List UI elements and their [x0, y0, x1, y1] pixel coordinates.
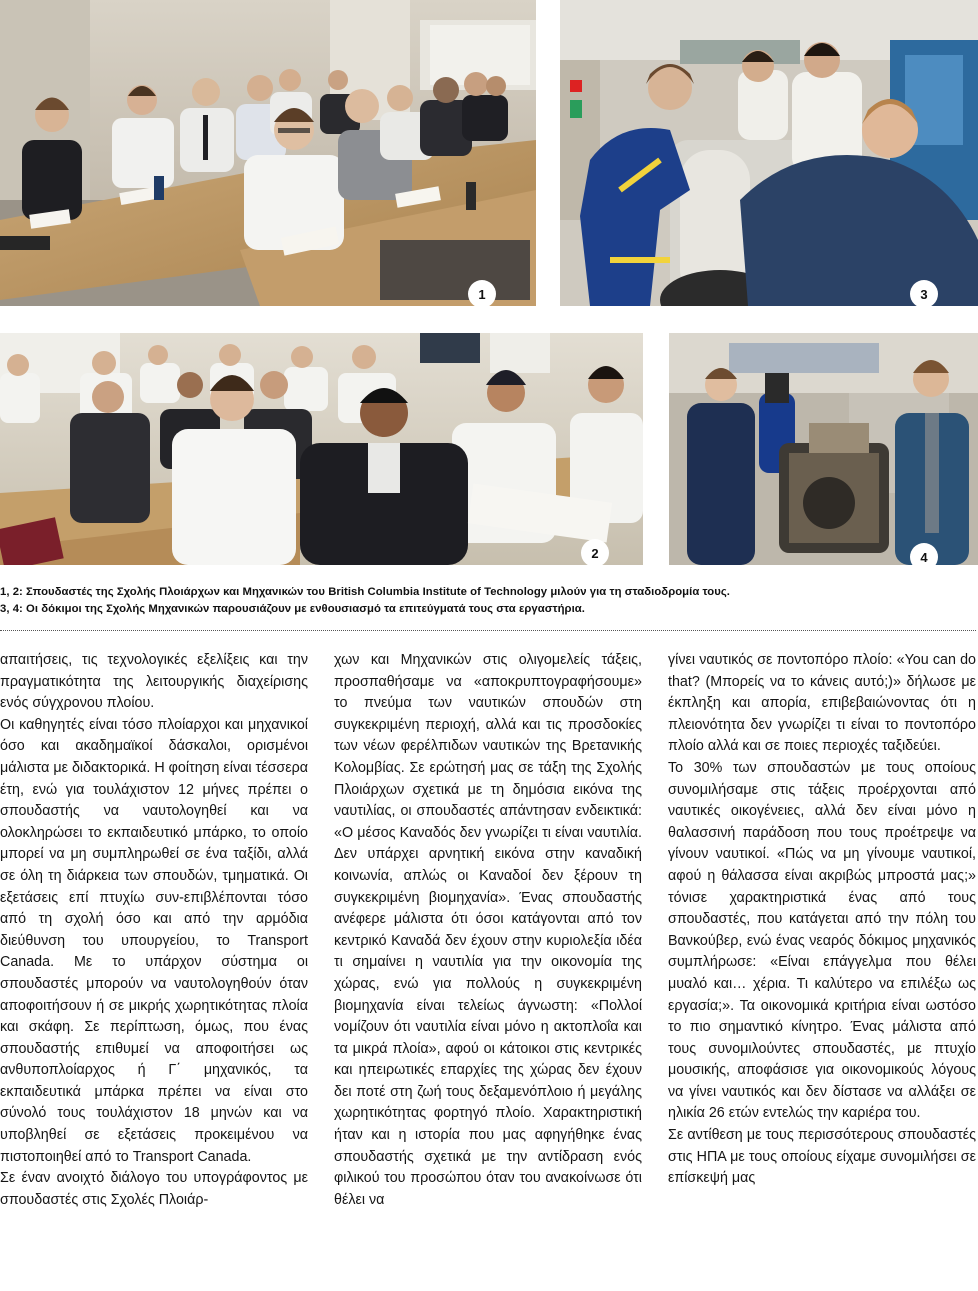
paragraph: χων και Μηχανικών στις ολιγομελείς τάξεις, προσπαθήσαμε να «αποκρυπτογραφήσουμε» το πνεύμα των ναυτικών σπουδών στη συγκεκριμένη περιοχή, αλλά και τις προσδοκίες των νέων φερέλπιδων ναυτικών της Βρετανικής Κολομβίας. Σε ερώτησή μας σε τάξη της Σχολής Πλοιάρχων σχετικά με τη δημόσια εικόνα της ναυτιλίας, οι σπουδαστές απάντησαν ενδεικτικά: «Ο μέσος Καναδός δεν γνωρίζει τι είναι ναυτιλία. Δεν υπάρχει αρνητική εικόνα στην καναδική κοινωνία, απλώς οι Καναδοί δεν ξέρουν τη συγκεκριμένη βιομηχανία». Ένας σπουδαστής ανέφερε μάλιστα ότι όσοι κατάγονται από τον κεντρικό Καναδά δεν έχουν στην κυριολεξία ιδέα τι σημαίνει η ναυτιλία για την οικονομία της χώρας, ενώ για πολλούς η συγκεκριμένη βιομηχανία είναι τελείως άγνωστη: «Πολλοί νομίζουν ότι ναυτιλία είναι μόνο η ακτοπλοΐα και τα μικρά πλοία», αφού οι κάτοικοι στις κεντρικές και ηπειρωτικές επαρχίες της χώρας δεν έχουν δει ποτέ στη ζωή τους δεξαμενόπλοιο ή μεγάλης χωρητικότητας φορτηγό πλοίο. Χαρακτηριστική ήταν και η ιστορία που μας αφηγήθηκε ένας σπουδαστής σχετικά με την αντίδραση ενός φιλικού του προσώπου όταν του ανακοίνωσε ότι θέλει να [334, 652, 642, 1208]
photo-engine-workshop [560, 0, 978, 306]
paragraph: Το 30% των σπουδαστών με τους οποίους συνομιλήσαμε στις τάξεις προέρχονται από ναυτικές οικογένειες, αλλά δεν είναι μόνο η θαλασσινή παράδοση που τους προέτρεψε να γίνουν ναυτικοί. «Πώς να μη γίνουμε ναυτικοί, αφού η θάλασσα είναι ακριβώς μπροστά μας;» τόνισε χαρακτηριστικά ένας από τους σπουδαστές, που κατάγεται από την πόλη του Βανκούβερ, ενώ ένας νεαρός δόκιμος μηχανικός συμπλήρωσε: «Είναι επάγγελμα που θέλει μυαλό και… χέρια. Τι καλύτερο να επιλέξω ως εργασία;». Τα οικονομικά κριτήρια είναι ωστόσο το πιο σημαντικό κίνητρο. Ένας μάλιστα από τους συνομιλούντες σπουδαστές, με πτυχίο μουσικής, αποφάσισε για οικονομικούς λόγους να γίνει ναυτικός και δεν δίστασε να αλλάξει σε ηλικία 26 ετών εντελώς την καριέρα του. [668, 759, 976, 1122]
engine-lab-image [669, 333, 978, 565]
article-column-2 [334, 650, 642, 1290]
dotted-divider [0, 630, 976, 631]
photo-classroom-2 [0, 333, 643, 565]
photo-engine-lab [669, 333, 978, 565]
photo-number-3: 3 [910, 280, 938, 306]
engine-workshop-image [560, 0, 978, 306]
paragraph: Οι καθηγητές είναι τόσο πλοίαρχοι και μηχανικοί όσο και ακαδημαϊκοί δάσκαλοι, ορισμένοι μάλιστα με διδακτορικά. Η φοίτηση είναι τέσσερα έτη, ενώ για τουλάχιστον 12 μήνες πρέπει ο σπουδαστής να ναυτολογηθεί και να ολοκληρώσει το εκπαιδευτικό μπάρκο, το οποίο μπορεί να μη συμπληρωθεί σε ένα ταξίδι, αλλά σε όλη τη διάρκεια των σπουδών, τμηματικά. Οι εξετάσεις επί πτυχίω συν-επιβλέπονται τόσο από τη σχολή όσο και από την αρμόδια διεύθυνση του υπουργείου, το Transport Canada. Με το υπάρχον σύστημα οι σπουδαστές μπορούν να ναυτολογηθούν όταν αποφοιτήσουν ή σε μικρής χωρητικότητας πλοία και σκάφη. Σε περίπτωση, όμως, που ένας σπουδαστής επιθυμεί να αποφοιτήσει ως ανθυποπλοίαρχος ή Γ΄ μηχανικός, τα εκπαιδευτικά μπάρκα πρέπει να είναι στο σύνολό τους τουλάχιστον 18 μηνών και να υποβληθεί σε εξετάσεις προκειμένου να πιστοποιηθεί από το Transport Canada. [0, 716, 308, 1165]
photo-number-2: 2 [581, 539, 609, 565]
paragraph: απαιτήσεις, τις τεχνολογικές εξελίξεις και την πραγματικότητα της λειτουργικής διαχείρισης ενός σύγχρονου πλοίου. [0, 652, 308, 712]
article-column-3 [668, 650, 976, 1290]
caption-line-1: 1, 2: Σπουδαστές της Σχολής Πλοιάρχων και Μηχανικών του British Columbia Institute of Technology μιλούν για τη σταδιοδρομία τους. [0, 586, 730, 598]
photo-caption [0, 584, 978, 618]
classroom-2-image [0, 333, 643, 565]
photo-classroom-1 [0, 0, 536, 306]
photo-number-4: 4 [910, 543, 938, 565]
caption-line-2: 3, 4: Οι δόκιμοι της Σχολής Μηχανικών παρουσιάζουν με ενθουσιασμό τα επιτεύγματά τους στα εργαστήρια. [0, 603, 585, 615]
paragraph: γίνει ναυτικός σε ποντοπόρο πλοίο: «You can do that? (Μπορείς να το κάνεις αυτό;)» δήλωσε με έκπληξη και απορία, επιβεβαιώνοντας ότι η πλειονότητα δεν γνωρίζει τι είναι το ποντοπόρο πλοίο αλλά και σε ποιες περιοχές ταξιδεύει. [668, 652, 976, 755]
article-column-1 [0, 650, 308, 1290]
paragraph: Σε αντίθεση με τους περισσότερους σπουδαστές στις ΗΠΑ με τους οποίους είχαμε συνομιλήσει σε επίσκεψή μας [668, 1127, 976, 1187]
paragraph: Σε έναν ανοιχτό διάλογο του υπογράφοντος με σπουδαστές στις Σχολές Πλοιάρ- [0, 1170, 308, 1208]
photo-number-1: 1 [468, 280, 496, 306]
classroom-1-image [0, 0, 536, 306]
